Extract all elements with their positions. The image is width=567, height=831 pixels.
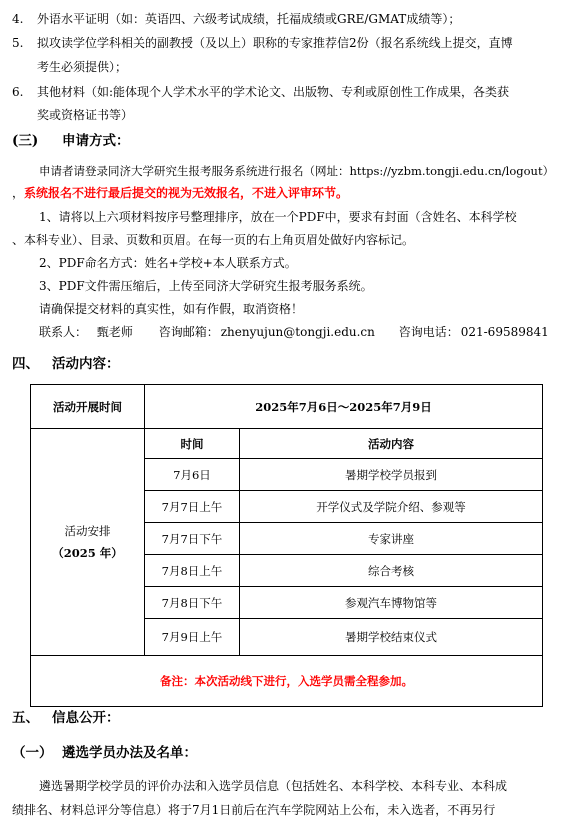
subsection-title: 遴选学员办法及名单：	[62, 745, 197, 761]
list-item-text: 其他材料（如:能体现个人学术水平的学术论文、出版物、专利或原创性工作成果，各类获	[37, 85, 510, 99]
arrangement-label: 活动安排	[64, 524, 111, 538]
phone-number: 021-69589841	[460, 325, 549, 339]
list-item-text: 拟攻读学位学科相关的副教授（及以上）职称的专家推荐信2份（报名系统线上提交，直博	[37, 36, 513, 50]
paragraph: 遴选暑期学校学员的评价办法和入选学员信息（包括姓名、本科学校、本科专业、本科成	[39, 779, 508, 793]
activity-table	[30, 384, 543, 707]
paragraph: 、本科专业）、目录、页数和页眉。在每一页的右上角页眉处做好内容标记。	[12, 233, 415, 247]
section-title: 信息公开：	[52, 710, 120, 726]
email-label: 咨询邮箱：	[158, 325, 219, 339]
contact-line	[39, 324, 549, 340]
section-number: 五、	[12, 710, 39, 726]
row-content: 参观汽车博物馆等	[240, 587, 543, 619]
comma: ，	[12, 186, 25, 200]
row-time: 7月8日下午	[145, 587, 240, 619]
section-title: 活动内容：	[52, 356, 120, 372]
section-number: 四、	[12, 356, 39, 372]
row-time: 7月9日上午	[145, 619, 240, 656]
column-header-time: 时间	[145, 429, 240, 459]
paragraph: 申请者请登录同济大学研究生报考服务系统进行报名（网址：https://yzbm.tongji.edu.cn/logout）	[39, 164, 555, 178]
email-link[interactable]: zhenyujun@tongji.edu.cn	[220, 325, 375, 339]
phone-label: 咨询电话：	[398, 325, 459, 339]
table-note: 备注：本次活动线下进行，入选学员需全程参加。	[31, 656, 543, 707]
list-number: 4.	[12, 12, 24, 26]
list-item-text: 考生必须提供）；	[37, 60, 128, 74]
arrangement-year: （2025 年）	[52, 546, 123, 560]
section-title: 申请方式：	[62, 133, 130, 149]
paragraph: 1、请将以上六项材料按序号整理排序，放在一个PDF中，要求有封面（含姓名、本科学校	[39, 210, 517, 224]
paragraph: 3、PDF文件需压缩后，上传至同济大学研究生报考服务系统。	[39, 279, 373, 293]
contact-name: 甄老师	[96, 325, 133, 339]
row-time: 7月6日	[145, 459, 240, 491]
period-value: 2025年7月6日～2025年7月9日	[145, 385, 543, 429]
row-content: 开学仪式及学院介绍、参观等	[240, 491, 543, 523]
contact-label: 联系人：	[39, 325, 88, 339]
row-time: 7月7日上午	[145, 491, 240, 523]
warning-line	[12, 185, 348, 201]
row-content: 专家讲座	[240, 523, 543, 555]
arrangement-cell	[31, 429, 145, 656]
list-item-text: 奖或资格证书等）	[37, 108, 134, 122]
row-content: 综合考核	[240, 555, 543, 587]
list-number: 5.	[12, 36, 24, 50]
row-time: 7月7日下午	[145, 523, 240, 555]
warning-text: 系统报名不进行最后提交的视为无效报名，不进入评审环节。	[24, 186, 349, 200]
paragraph: 绩排名、材料总评分等信息）将于7月1日前后在汽车学院网站上公布，未入选者，不再另行	[12, 803, 496, 817]
row-time: 7月8日上午	[145, 555, 240, 587]
row-content: 暑期学校结束仪式	[240, 619, 543, 656]
paragraph: 2、PDF命名方式：姓名+学校+本人联系方式。	[39, 256, 297, 270]
column-header-content: 活动内容	[240, 429, 543, 459]
period-label: 活动开展时间	[31, 385, 145, 429]
row-content: 暑期学校学员报到	[240, 459, 543, 491]
section-number: (三)	[12, 133, 39, 149]
subsection-number: （一）	[12, 745, 53, 761]
list-number: 6.	[12, 85, 24, 99]
paragraph: 请确保提交材料的真实性，如有作假，取消资格！	[39, 302, 304, 316]
list-item-text: 外语水平证明（如：英语四、六级考试成绩，托福成绩或GRE/GMAT成绩等）；	[37, 12, 461, 26]
